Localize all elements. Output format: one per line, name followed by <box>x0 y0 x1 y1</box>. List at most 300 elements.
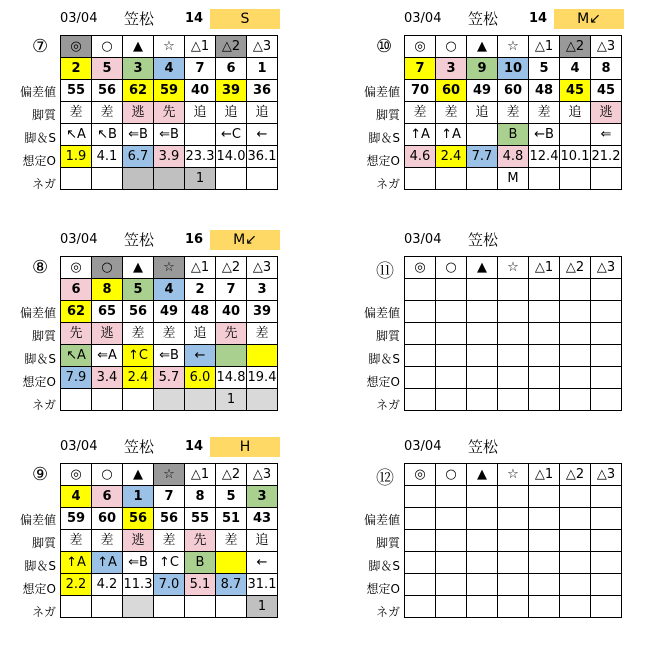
table-cell: 65 <box>92 301 123 323</box>
table-cell <box>405 323 436 345</box>
mark-cell: ☆ <box>154 464 185 486</box>
track-name: 笠松 <box>468 231 499 249</box>
table-cell: 62 <box>61 301 92 323</box>
table-cell <box>591 367 622 389</box>
leg-speed-row <box>405 124 622 146</box>
table-cell <box>591 389 622 411</box>
table-cell <box>591 574 622 596</box>
table-cell <box>498 508 529 530</box>
race-header <box>60 229 378 251</box>
mark-cell: ◎ <box>405 257 436 279</box>
row-label: 脚質 <box>375 329 400 343</box>
table-cell: 差 <box>61 102 92 124</box>
table-cell <box>529 301 560 323</box>
table-cell: 差 <box>529 102 560 124</box>
table-cell <box>529 367 560 389</box>
table-cell: 1.9 <box>61 146 92 168</box>
table-cell <box>591 530 622 552</box>
negative-row <box>405 389 622 411</box>
table-cell: 7 <box>154 486 185 508</box>
table-cell: 7 <box>216 279 247 301</box>
table-cell: M <box>498 168 529 190</box>
table-cell: 差 <box>154 323 185 345</box>
race-number: ⑦ <box>32 36 49 57</box>
table-cell <box>529 279 560 301</box>
deviation-row <box>405 508 622 530</box>
mark-cell: ◎ <box>405 36 436 58</box>
table-cell <box>185 596 216 618</box>
table-cell: 48 <box>529 80 560 102</box>
table-cell <box>436 323 467 345</box>
table-cell <box>247 345 278 367</box>
table-cell <box>498 367 529 389</box>
table-cell: 追 <box>185 102 216 124</box>
table-cell: 10.1 <box>560 146 591 168</box>
table-cell: 5 <box>92 58 123 80</box>
mark-cell: ☆ <box>498 464 529 486</box>
table-cell: 7 <box>185 58 216 80</box>
table-cell <box>560 345 591 367</box>
running-style-row <box>405 102 622 124</box>
table-cell: 7.0 <box>154 574 185 596</box>
table-cell <box>61 596 92 618</box>
table-cell <box>467 508 498 530</box>
table-cell: ⇐B <box>123 124 154 146</box>
table-cell <box>529 552 560 574</box>
table-cell <box>498 345 529 367</box>
table-cell: 3 <box>247 279 278 301</box>
table-cell <box>61 389 92 411</box>
leg-speed-row <box>61 124 278 146</box>
table-cell <box>436 596 467 618</box>
table-cell <box>467 323 498 345</box>
row-label: 脚＆S <box>24 559 56 573</box>
table-cell: 7.9 <box>61 367 92 389</box>
table-cell <box>529 530 560 552</box>
table-cell <box>436 574 467 596</box>
table-cell: 差 <box>436 102 467 124</box>
table-cell <box>405 552 436 574</box>
table-cell <box>436 389 467 411</box>
table-cell: ↖A <box>61 345 92 367</box>
table-cell <box>467 389 498 411</box>
table-cell <box>467 530 498 552</box>
table-cell <box>467 301 498 323</box>
table-cell <box>467 574 498 596</box>
table-cell: ↑A <box>61 552 92 574</box>
table-cell: 2 <box>61 58 92 80</box>
leg-speed-row <box>61 345 278 367</box>
table-cell: 6.0 <box>185 367 216 389</box>
table-cell <box>405 596 436 618</box>
table-cell: 2 <box>185 279 216 301</box>
table-cell <box>560 367 591 389</box>
row-label: 想定O <box>366 375 400 389</box>
row-label: ネガ <box>31 398 56 412</box>
table-cell: ↖A <box>61 124 92 146</box>
table-cell: ⇐B <box>154 345 185 367</box>
table-cell <box>591 323 622 345</box>
table-cell <box>216 168 247 190</box>
table-cell: ⇐A <box>92 345 123 367</box>
table-cell: 19.4 <box>247 367 278 389</box>
table-cell: 追 <box>247 102 278 124</box>
table-cell: 先 <box>61 323 92 345</box>
table-cell: 5.7 <box>154 367 185 389</box>
table-cell <box>560 168 591 190</box>
race-number: ⑩ <box>376 36 393 57</box>
row-label: 偏差値 <box>363 306 400 320</box>
table-cell: 40 <box>216 301 247 323</box>
table-cell <box>247 389 278 411</box>
mark-cell: △1 <box>185 257 216 279</box>
table-cell: 43 <box>247 508 278 530</box>
mark-cell: ▲ <box>123 464 154 486</box>
table-cell: B <box>498 124 529 146</box>
deviation-row <box>61 508 278 530</box>
table-cell <box>123 596 154 618</box>
horse-number-row <box>61 58 278 80</box>
table-cell: ⇐ <box>591 124 622 146</box>
table-cell <box>185 124 216 146</box>
table-cell: 36.1 <box>247 146 278 168</box>
table-cell <box>436 530 467 552</box>
table-cell <box>436 301 467 323</box>
table-cell: 10 <box>498 58 529 80</box>
table-cell: ←B <box>529 124 560 146</box>
table-cell: 23.3 <box>185 146 216 168</box>
mark-cell: ◎ <box>405 464 436 486</box>
table-cell <box>560 596 591 618</box>
negative-row <box>405 596 622 618</box>
table-cell: 45 <box>591 80 622 102</box>
table-cell: 7.7 <box>467 146 498 168</box>
table-cell: ↑A <box>436 124 467 146</box>
table-cell: 4.8 <box>498 146 529 168</box>
running-style-row <box>61 102 278 124</box>
mark-cell: ○ <box>436 36 467 58</box>
negative-row <box>61 168 278 190</box>
horse-number-row <box>61 279 278 301</box>
table-cell: 48 <box>185 301 216 323</box>
table-cell <box>123 168 154 190</box>
table-cell: 6.7 <box>123 146 154 168</box>
table-cell: 60 <box>436 80 467 102</box>
table-cell <box>560 508 591 530</box>
table-cell: 5 <box>123 279 154 301</box>
table-cell: ↑A <box>405 124 436 146</box>
table-cell: 差 <box>61 530 92 552</box>
table-cell: 差 <box>92 102 123 124</box>
table-cell: 先 <box>216 323 247 345</box>
deviation-row <box>61 301 278 323</box>
table-cell: 12.4 <box>529 146 560 168</box>
race-panel <box>363 8 671 218</box>
table-cell: 56 <box>123 301 154 323</box>
table-cell: 3.4 <box>92 367 123 389</box>
table-cell <box>216 345 247 367</box>
mark-cell: △2 <box>216 36 247 58</box>
row-label: 想定O <box>22 154 56 168</box>
table-cell <box>467 596 498 618</box>
table-cell: 1 <box>247 58 278 80</box>
mark-cell: △3 <box>247 464 278 486</box>
row-label: 偏差値 <box>19 306 56 320</box>
prediction-table <box>60 463 278 618</box>
row-label: ネガ <box>31 605 56 619</box>
table-cell <box>405 574 436 596</box>
mark-row <box>405 257 622 279</box>
mark-cell: △3 <box>247 257 278 279</box>
table-cell <box>405 389 436 411</box>
track-name: 笠松 <box>124 10 155 28</box>
expected-odds-row <box>61 367 278 389</box>
race-header <box>404 436 671 458</box>
mark-row <box>61 464 278 486</box>
race-header <box>60 436 378 458</box>
race-header <box>404 8 671 30</box>
table-cell: 49 <box>154 301 185 323</box>
table-cell: 60 <box>92 508 123 530</box>
mark-cell: ▲ <box>467 464 498 486</box>
table-cell: 55 <box>61 80 92 102</box>
table-cell: ⇐B <box>154 124 185 146</box>
table-cell: 8 <box>591 58 622 80</box>
table-cell <box>560 323 591 345</box>
running-style-row <box>61 530 278 552</box>
table-cell <box>405 530 436 552</box>
table-cell <box>498 279 529 301</box>
mark-cell: ○ <box>436 464 467 486</box>
table-cell <box>216 552 247 574</box>
mark-cell: ☆ <box>154 257 185 279</box>
table-cell: 1 <box>185 168 216 190</box>
row-label: ネガ <box>31 177 56 191</box>
table-cell: 40 <box>185 80 216 102</box>
table-cell <box>436 168 467 190</box>
row-label: 脚質 <box>31 108 56 122</box>
table-cell: 7 <box>405 58 436 80</box>
mark-cell: △2 <box>560 257 591 279</box>
table-cell <box>498 552 529 574</box>
table-cell: 1 <box>247 596 278 618</box>
horse-number-row <box>405 486 622 508</box>
leg-speed-row <box>405 552 622 574</box>
table-cell: 差 <box>92 530 123 552</box>
mark-cell: ☆ <box>498 257 529 279</box>
race-header <box>60 8 378 30</box>
table-cell: 49 <box>467 80 498 102</box>
mark-cell: ▲ <box>467 36 498 58</box>
race-panel <box>19 436 378 646</box>
table-cell: 3.9 <box>154 146 185 168</box>
prediction-table <box>404 256 622 411</box>
table-cell: 59 <box>61 508 92 530</box>
table-cell: 62 <box>123 80 154 102</box>
mark-cell: ◎ <box>61 36 92 58</box>
runner-count: 16 <box>185 232 204 247</box>
mark-cell: △2 <box>560 36 591 58</box>
table-cell: 8 <box>185 486 216 508</box>
table-cell <box>216 596 247 618</box>
race-date: 03/04 <box>404 439 442 454</box>
table-cell: 31.1 <box>247 574 278 596</box>
table-cell: 差 <box>154 530 185 552</box>
table-cell <box>61 168 92 190</box>
negative-row <box>405 168 622 190</box>
table-cell: ↖B <box>92 124 123 146</box>
pace-badge: M↙ <box>210 230 280 250</box>
table-cell <box>247 168 278 190</box>
table-cell: 2.4 <box>123 367 154 389</box>
race-date: 03/04 <box>60 439 98 454</box>
mark-cell: △2 <box>216 257 247 279</box>
table-cell: 追 <box>560 102 591 124</box>
mark-cell: ☆ <box>154 36 185 58</box>
table-cell <box>560 530 591 552</box>
mark-cell: △3 <box>591 257 622 279</box>
row-label: 脚質 <box>31 536 56 550</box>
pace-badge <box>554 437 624 457</box>
table-cell: 4.1 <box>92 146 123 168</box>
mark-cell: ○ <box>436 257 467 279</box>
table-cell <box>529 486 560 508</box>
race-panel <box>19 8 378 218</box>
table-cell: 5.1 <box>185 574 216 596</box>
mark-cell: ▲ <box>123 36 154 58</box>
race-date: 03/04 <box>60 11 98 26</box>
prediction-table <box>60 256 278 411</box>
table-cell: 追 <box>467 102 498 124</box>
table-cell <box>560 301 591 323</box>
table-cell: 39 <box>247 301 278 323</box>
table-cell: 8 <box>92 279 123 301</box>
track-name: 笠松 <box>468 10 499 28</box>
table-cell <box>591 168 622 190</box>
table-cell <box>467 367 498 389</box>
row-label: 想定O <box>22 582 56 596</box>
table-cell <box>498 389 529 411</box>
prediction-table <box>404 35 622 190</box>
table-cell <box>498 486 529 508</box>
table-cell <box>591 596 622 618</box>
track-name: 笠松 <box>124 231 155 249</box>
table-cell: 逃 <box>92 323 123 345</box>
table-cell: 8.7 <box>216 574 247 596</box>
table-cell: 51 <box>216 508 247 530</box>
leg-speed-row <box>61 552 278 574</box>
row-label: 脚＆S <box>24 352 56 366</box>
race-number: ⑧ <box>32 257 49 278</box>
race-number: ⑫ <box>376 468 394 489</box>
table-cell <box>154 389 185 411</box>
table-cell: 59 <box>154 80 185 102</box>
mark-cell: △1 <box>185 36 216 58</box>
table-cell <box>436 552 467 574</box>
table-cell: ← <box>185 345 216 367</box>
table-cell: 5 <box>529 58 560 80</box>
table-cell: 56 <box>92 80 123 102</box>
table-cell: 60 <box>498 80 529 102</box>
table-cell <box>560 124 591 146</box>
table-cell: 逃 <box>123 530 154 552</box>
race-panel <box>19 229 378 439</box>
table-cell <box>436 486 467 508</box>
table-cell <box>498 323 529 345</box>
table-cell: 2.2 <box>61 574 92 596</box>
table-cell: ↑C <box>123 345 154 367</box>
table-cell: 9 <box>467 58 498 80</box>
table-cell <box>591 301 622 323</box>
table-cell: 差 <box>216 530 247 552</box>
horse-number-row <box>405 58 622 80</box>
table-cell: 追 <box>185 323 216 345</box>
table-cell <box>185 389 216 411</box>
table-cell: 1 <box>123 486 154 508</box>
table-cell: 4 <box>560 58 591 80</box>
mark-cell: △1 <box>185 464 216 486</box>
table-cell: 3 <box>247 486 278 508</box>
table-cell: 追 <box>216 102 247 124</box>
table-cell: 4.2 <box>92 574 123 596</box>
table-cell: 逃 <box>123 102 154 124</box>
table-cell <box>405 367 436 389</box>
mark-cell: ○ <box>92 36 123 58</box>
table-cell: 14.0 <box>216 146 247 168</box>
row-label: 偏差値 <box>363 85 400 99</box>
row-label: 想定O <box>22 375 56 389</box>
table-cell: 差 <box>405 102 436 124</box>
table-cell <box>529 345 560 367</box>
table-cell <box>529 389 560 411</box>
table-cell <box>591 345 622 367</box>
table-cell: 6 <box>92 486 123 508</box>
table-cell <box>405 301 436 323</box>
table-cell: 先 <box>154 102 185 124</box>
mark-cell: ◎ <box>61 464 92 486</box>
mark-cell: △1 <box>529 36 560 58</box>
table-cell: ← <box>247 552 278 574</box>
expected-odds-row <box>405 574 622 596</box>
table-cell: 21.2 <box>591 146 622 168</box>
horse-number-row <box>405 279 622 301</box>
table-cell: 差 <box>123 323 154 345</box>
table-cell <box>154 596 185 618</box>
table-cell: 4 <box>154 58 185 80</box>
table-cell: 2.4 <box>436 146 467 168</box>
table-cell: B <box>185 552 216 574</box>
mark-row <box>61 36 278 58</box>
table-cell <box>498 301 529 323</box>
runner-count: 14 <box>185 439 204 454</box>
mark-cell: ○ <box>92 257 123 279</box>
runner-count: 14 <box>529 11 548 26</box>
table-cell <box>591 552 622 574</box>
row-label: 想定O <box>366 582 400 596</box>
race-panel <box>363 229 671 439</box>
pace-badge: S <box>210 9 280 29</box>
table-cell <box>498 596 529 618</box>
race-panel <box>363 436 671 646</box>
table-cell <box>92 168 123 190</box>
table-cell: 55 <box>185 508 216 530</box>
row-label: 脚質 <box>31 329 56 343</box>
track-name: 笠松 <box>468 438 499 456</box>
expected-odds-row <box>61 146 278 168</box>
row-label: 脚＆S <box>368 131 400 145</box>
table-cell <box>529 596 560 618</box>
table-cell <box>560 389 591 411</box>
